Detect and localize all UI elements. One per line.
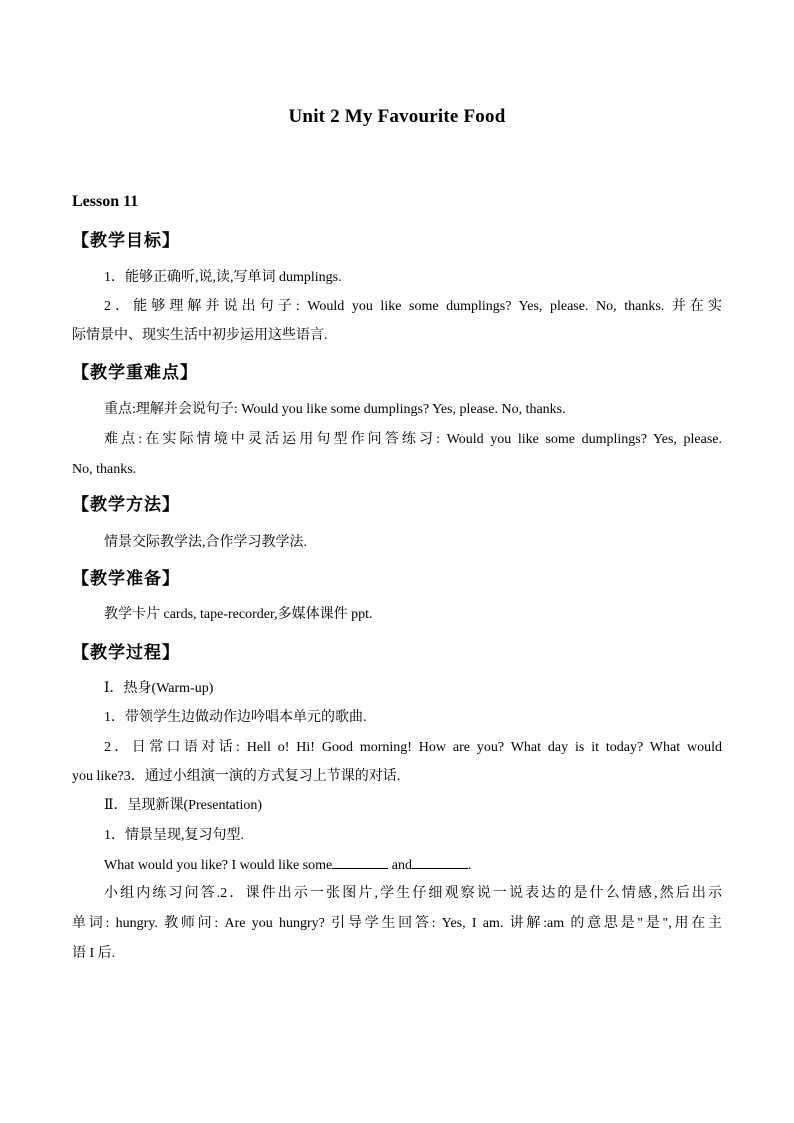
process-line-3: 2．日常口语对话: Hell o! Hi! Good morning! How are you? What day is it today? What would bbox=[104, 740, 722, 755]
sentence-period: . bbox=[467, 858, 472, 873]
process-line-1: Ⅰ．热身(Warm-up) bbox=[104, 681, 214, 696]
process-line-7 bbox=[104, 856, 471, 876]
key-point-line-3: No, thanks. bbox=[72, 462, 137, 477]
goal-line-1: 1．能够正确听,说,读,写单词 dumplings. bbox=[104, 270, 342, 285]
process-line-6: 1．情景呈现,复习句型. bbox=[104, 828, 244, 843]
lesson-label: Lesson 11 bbox=[72, 193, 139, 210]
key-point-line-2: 难点:在实际情境中灵活运用句型作问答练习: Would you like some dumplings? Yes, please. bbox=[104, 432, 722, 447]
fill-blank-1 bbox=[332, 856, 388, 869]
preparation-line-1: 教学卡片 cards, tape-recorder,多媒体课件 ppt. bbox=[104, 607, 373, 622]
process-line-5: Ⅱ．呈现新课(Presentation) bbox=[104, 798, 263, 813]
heading-goals: 【教学目标】 bbox=[72, 231, 180, 251]
fill-blank-2 bbox=[412, 856, 468, 869]
process-line-4: you like?3．通过小组演一演的方式复习上节课的对话. bbox=[72, 769, 401, 784]
heading-preparation: 【教学准备】 bbox=[72, 569, 180, 589]
heading-key-points: 【教学重难点】 bbox=[72, 363, 198, 383]
process-line-8: 小组内练习问答.2．课件出示一张图片,学生仔细观察说一说表达的是什么情感,然后出示 bbox=[104, 886, 722, 901]
process-line-2: 1．带领学生边做动作边吟唱本单元的歌曲. bbox=[104, 710, 367, 725]
key-point-line-1: 重点:理解并会说句子: Would you like some dumplings? Yes, please. No, thanks. bbox=[104, 402, 566, 417]
sentence-and: and bbox=[391, 858, 412, 873]
heading-methods: 【教学方法】 bbox=[72, 495, 180, 515]
process-line-10: 语 I 后. bbox=[72, 946, 116, 961]
heading-process: 【教学过程】 bbox=[72, 643, 180, 663]
goal-line-3: 际情景中、现实生活中初步运用这些语言. bbox=[72, 328, 328, 343]
method-line-1: 情景交际教学法,合作学习教学法. bbox=[104, 535, 307, 550]
goal-line-2: 2．能够理解并说出句子: Would you like some dumplings? Yes, please. No, thanks. 并在实 bbox=[104, 299, 722, 314]
document-title: Unit 2 My Favourite Food bbox=[288, 106, 506, 127]
process-line-9: 单词: hungry. 教师问: Are you hungry? 引导学生回答: Yes, I am. 讲解:am 的意思是"是",用在主 bbox=[72, 916, 722, 931]
sentence-pattern: What would you like? I would like some bbox=[104, 858, 333, 873]
